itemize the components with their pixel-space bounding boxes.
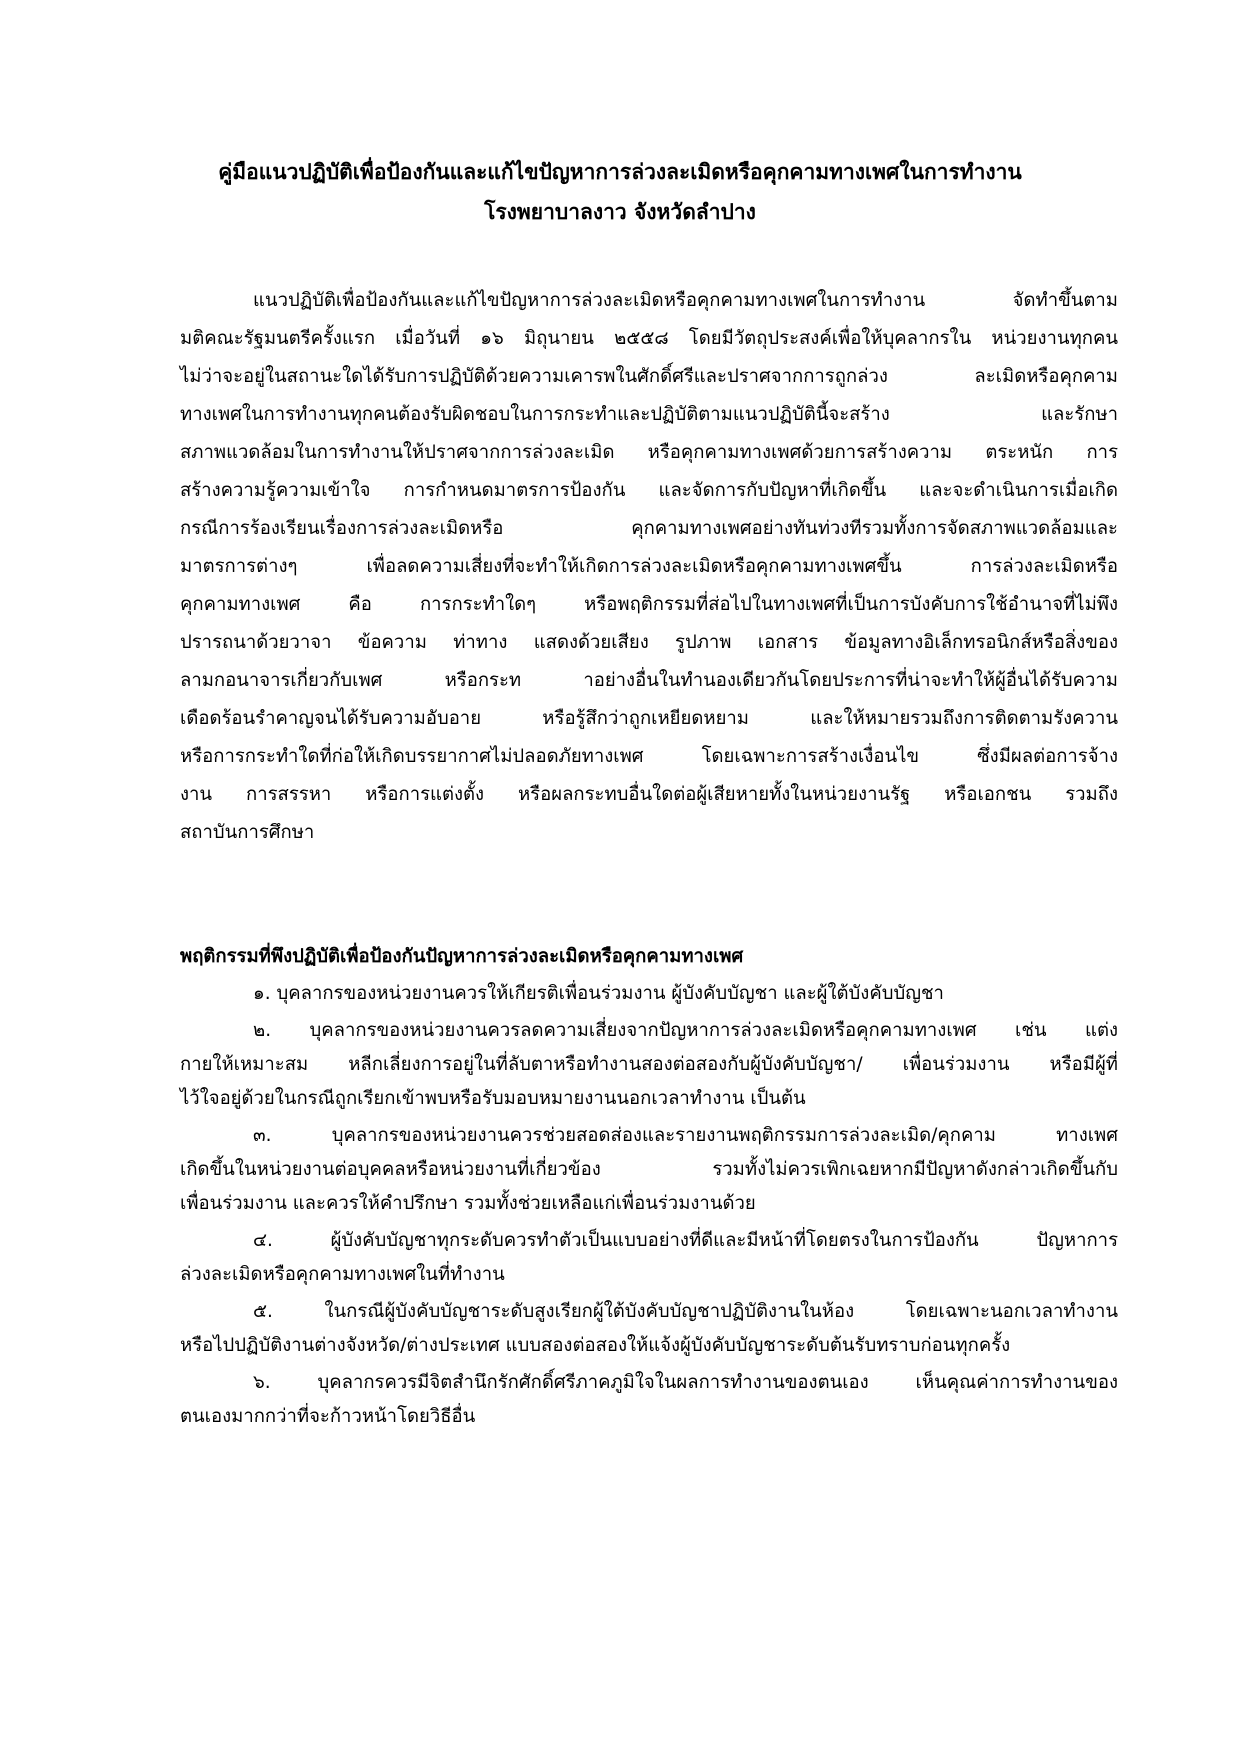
intro-line: คุกคามทางเพศ คือ การกระทำใดๆ หรือพฤติกรรมที่ส่อไปในทางเพศที่เป็นการบังคับการใช้อำนาจที่ไม่พึง [180, 594, 1118, 615]
list-item-line: เกิดขึ้นในหน่วยงานต่อบุคคลหรือหน่วยงานที่เกี่ยวข้อง รวมทั้งไม่ควรเพิกเฉยหากมีปัญหาดังกล่าวเกิดขึ้นกับ [180, 1159, 1118, 1180]
behavior-section [180, 940, 1118, 1434]
list-item [180, 1014, 1118, 1116]
list-item-line: ๕. ในกรณีผู้บังคับบัญชาระดับสูงเรียกผู้ใต้บังคับบัญชาปฏิบัติงานในห้อง โดยเฉพาะนอกเวลาทำงาน [253, 1301, 1118, 1322]
list-item [180, 1224, 1118, 1292]
list-item [180, 1366, 1118, 1434]
intro-line: สภาพแวดล้อมในการทำงานให้ปราศจากการล่วงละเมิด หรือคุกคามทางเพศด้วยการสร้างความ ตระหนัก การ [180, 442, 1118, 463]
list-item-line: ๔. ผู้บังคับบัญชาทุกระดับควรทำตัวเป็นแบบอย่างที่ดีและมีหน้าที่โดยตรงในการป้องกัน ปัญหาการ [253, 1230, 1118, 1251]
intro-line: สร้างความรู้ความเข้าใจ การกำหนดมาตรการป้องกัน และจัดการกับปัญหาที่เกิดขึ้น และจะดำเนินการเมื่อเกิด [180, 480, 1118, 501]
list-item-line: กายให้เหมาะสม หลีกเลี่ยงการอยู่ในที่ลับตาหรือทำงานสองต่อสองกับผู้บังคับบัญชา/ เพื่อนร่วมงาน หรือมีผู้ที่ [180, 1054, 1118, 1075]
intro-line: หรือการกระทำใดที่ก่อให้เกิดบรรยากาศไม่ปลอดภัยทางเพศ โดยเฉพาะการสร้างเงื่อนไข ซึ่งมีผลต่อการจ้าง [180, 746, 1118, 767]
title-line-1: คู่มือแนวปฏิบัติเพื่อป้องกันและแก้ไขปัญหาการล่วงละเมิดหรือคุกคามทางเพศในการทำงาน [218, 160, 1022, 184]
list-item-line: ๑. บุคลากรของหน่วยงานควรให้เกียรติเพื่อนร่วมงาน ผู้บังคับบัญชา และผู้ใต้บังคับบัญชา [253, 983, 944, 1004]
intro-line: ทางเพศในการทำงานทุกคนต้องรับผิดชอบในการกระทำและปฏิบัติตามแนวปฏิบัตินี้จะสร้าง และรักษา [180, 404, 1118, 425]
list-item-line: หรือไปปฏิบัติงานต่างจังหวัด/ต่างประเทศ แบบสองต่อสองให้แจ้งผู้บังคับบัญชาระดับต้นรับทราบก่อนทุกครั้ง [180, 1335, 1011, 1356]
list-item-line: ๓. บุคลากรของหน่วยงานควรช่วยสอดส่องและรายงานพฤติกรรมการล่วงละเมิด/คุกคาม ทางเพศ [253, 1125, 1118, 1146]
title-line-2: โรงพยาบาลงาว จังหวัดลำปาง [484, 200, 756, 224]
intro-line: ไม่ว่าจะอยู่ในสถานะใดได้รับการปฏิบัติด้วยความเคารพในศักดิ์ศรีและปราศจากการถูกล่วง ละเมิดหรือคุกคาม [180, 366, 1118, 387]
intro-line: แนวปฏิบัติเพื่อป้องกันและแก้ไขปัญหาการล่วงละเมิดหรือคุกคามทางเพศในการทำงาน จัดทำขึ้นตาม [253, 290, 1118, 311]
list-item [180, 977, 1118, 1011]
list-item [180, 1295, 1118, 1363]
intro-line: สถาบันการศึกษา [180, 822, 315, 843]
list-item-line: เพื่อนร่วมงาน และควรให้คำปรึกษา รวมทั้งช่วยเหลือแก่เพื่อนร่วมงานด้วย [180, 1193, 756, 1214]
intro-paragraph [180, 282, 1118, 852]
list-item-line: ล่วงละเมิดหรือคุกคามทางเพศในที่ทำงาน [180, 1264, 505, 1285]
intro-line: กรณีการร้องเรียนเรื่องการล่วงละเมิดหรือ คุกคามทางเพศอย่างทันท่วงทีรวมทั้งการจัดสภาพแวดล้อมและ [180, 518, 1118, 539]
list-item-line: ๒. บุคลากรของหน่วยงานควรลดความเสี่ยงจากปัญหาการล่วงละเมิดหรือคุกคามทางเพศ เช่น แต่ง [253, 1020, 1118, 1041]
intro-line: ปรารถนาด้วยวาจา ข้อความ ท่าทาง แสดงด้วยเสียง รูปภาพ เอกสาร ข้อมูลทางอิเล็กทรอนิกส์หรือสิ่งของ [180, 632, 1118, 653]
intro-line: มติคณะรัฐมนตรีครั้งแรก เมื่อวันที่ ๑๖ มิถุนายน ๒๕๕๘ โดยมีวัตถุประสงค์เพื่อให้บุคลากรใน หน่วยงานทุกคน [180, 328, 1118, 349]
intro-line: งาน การสรรหา หรือการแต่งตั้ง หรือผลกระทบอื่นใดต่อผู้เสียหายทั้งในหน่วยงานรัฐ หรือเอกชน รวมถึง [180, 784, 1118, 805]
section-heading: พฤติกรรมที่พึงปฏิบัติเพื่อป้องกันปัญหาการล่วงละเมิดหรือคุกคามทางเพศ [180, 946, 744, 967]
intro-line: เดือดร้อนรำคาญจนได้รับความอับอาย หรือรู้สึกว่าถูกเหยียดหยาม และให้หมายรวมถึงการติดตามรังควาน [180, 708, 1118, 729]
list-item-line: ตนเองมากกว่าที่จะก้าวหน้าโดยวิธีอื่น [180, 1406, 476, 1427]
list-item [180, 1119, 1118, 1221]
intro-line: มาตรการต่างๆ เพื่อลดความเสี่ยงที่จะทำให้เกิดการล่วงละเมิดหรือคุกคามทางเพศขึ้น การล่วงละเมิดหรือ [180, 556, 1118, 577]
list-item-line: ๖. บุคลากรควรมีจิตสำนึกรักศักดิ์ศรีภาคภูมิใจในผลการทำงานของตนเอง เห็นคุณค่าการทำงานของ [253, 1372, 1118, 1393]
document-title [0, 152, 1240, 232]
intro-line: ลามกอนาจารเกี่ยวกับเพศ หรือกระท าอย่างอื่นในทำนองเดียวกันโดยประการที่น่าจะทำให้ผู้อื่นได้รับความ [180, 670, 1118, 691]
list-item-line: ไว้ใจอยู่ด้วยในกรณีถูกเรียกเข้าพบหรือรับมอบหมายงานนอกเวลาทำงาน เป็นต้น [180, 1088, 806, 1109]
